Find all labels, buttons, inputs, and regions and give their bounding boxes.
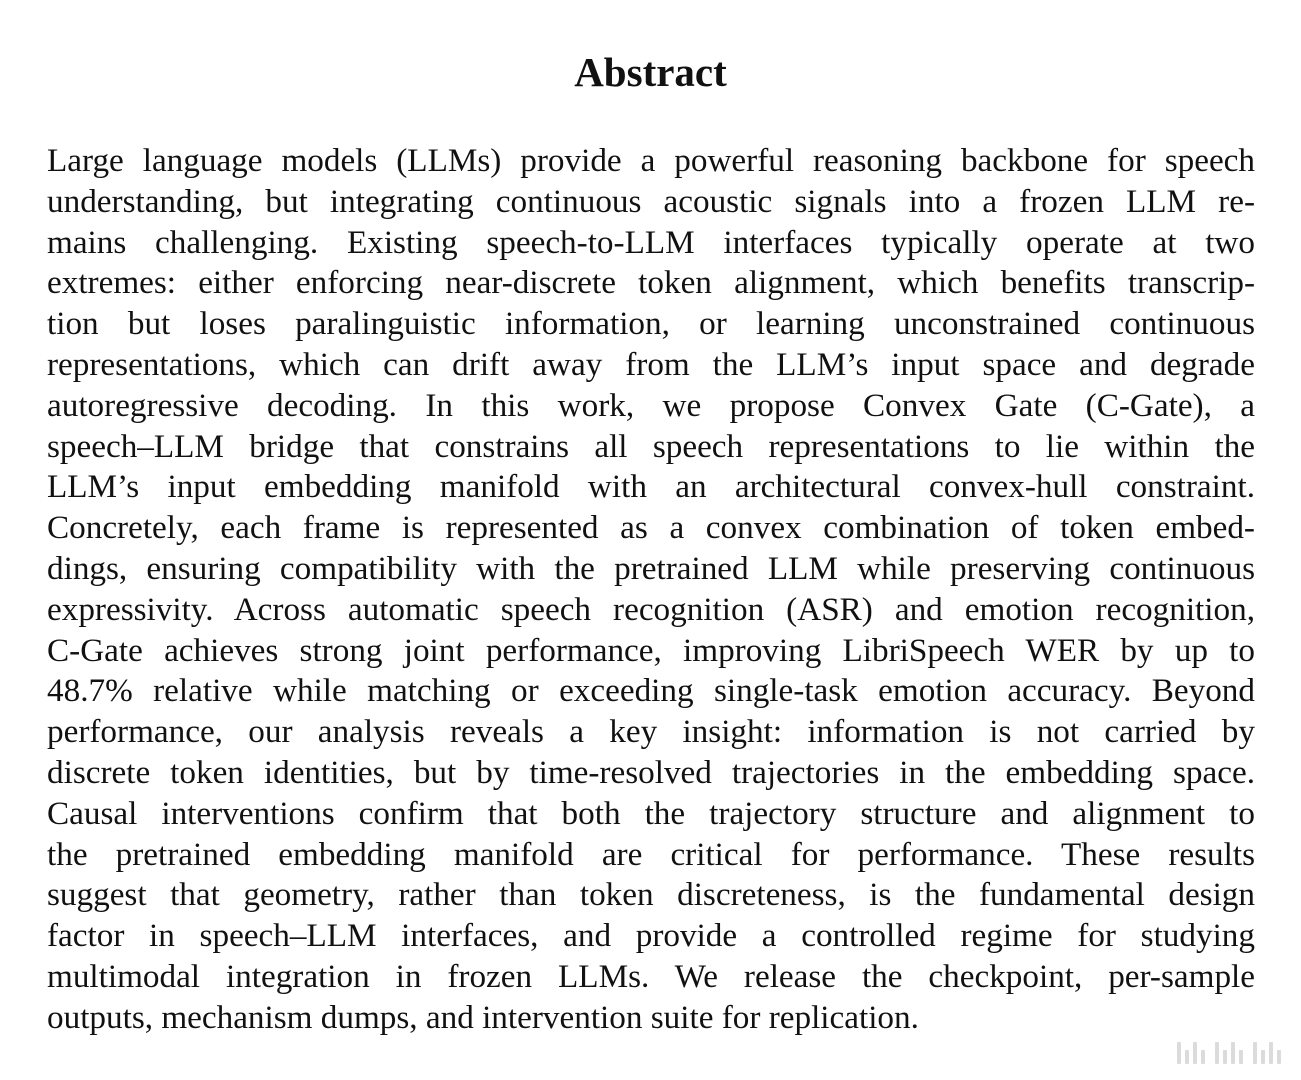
abstract-line-9: LLM’s input embedding manifold with an architectural convex-hull constraint. bbox=[47, 468, 1255, 506]
watermark-bars-icon bbox=[1177, 1042, 1281, 1064]
abstract-line-3: mains challenging. Existing speech-to-LLM interfaces typically operate at two bbox=[47, 223, 1255, 261]
abstract-line-16: discrete token identities, but by time-resolved trajectories in the embedding space. bbox=[47, 753, 1255, 791]
watermark-bar bbox=[1223, 1050, 1227, 1064]
watermark-bar bbox=[1193, 1042, 1197, 1064]
abstract-body bbox=[47, 141, 1255, 1039]
abstract-line-21: multimodal integration in frozen LLMs. We release the checkpoint, per-sample bbox=[47, 957, 1255, 995]
watermark-bar bbox=[1177, 1042, 1181, 1064]
abstract-line-5: tion but loses paralinguistic information, or learning unconstrained continuous bbox=[47, 305, 1255, 343]
watermark-bar bbox=[1215, 1042, 1219, 1064]
watermark-bar bbox=[1231, 1042, 1235, 1064]
watermark-bar bbox=[1261, 1050, 1265, 1064]
abstract-line-19: suggest that geometry, rather than token discreteness, is the fundamental design bbox=[47, 876, 1255, 914]
abstract-line-7: autoregressive decoding. In this work, we propose Convex Gate (C-Gate), a bbox=[47, 386, 1255, 424]
watermark-bar bbox=[1253, 1042, 1257, 1064]
watermark-bars-group bbox=[1215, 1042, 1243, 1064]
abstract-line-4: extremes: either enforcing near-discrete token alignment, which benefits transcrip- bbox=[47, 264, 1255, 302]
abstract-line-2: understanding, but integrating continuous acoustic signals into a frozen LLM re- bbox=[47, 182, 1255, 220]
abstract-line-15: performance, our analysis reveals a key insight: information is not carried by bbox=[47, 713, 1255, 751]
watermark-bar bbox=[1185, 1050, 1189, 1064]
abstract-line-17: Causal interventions confirm that both the trajectory structure and alignment to bbox=[47, 794, 1255, 832]
abstract-line-1: Large language models (LLMs) provide a powerful reasoning backbone for speech bbox=[47, 142, 1255, 179]
section-title: Abstract bbox=[574, 49, 727, 95]
abstract-line-13: C-Gate achieves strong joint performance, improving LibriSpeech WER by up to bbox=[47, 631, 1255, 669]
abstract-line-14: 48.7% relative while matching or exceeding single-task emotion accuracy. Beyond bbox=[47, 672, 1255, 710]
abstract-line-6: representations, which can drift away from the LLM’s input space and degrade bbox=[47, 345, 1255, 383]
abstract-line-20: factor in speech–LLM interfaces, and provide a controlled regime for studying bbox=[47, 917, 1255, 955]
abstract-line-11: dings, ensuring compatibility with the pretrained LLM while preserving continuous bbox=[47, 549, 1255, 587]
watermark-bars-group bbox=[1177, 1042, 1205, 1064]
watermark-bar bbox=[1239, 1050, 1243, 1064]
abstract-line-22: outputs, mechanism dumps, and intervention suite for replication. bbox=[47, 998, 919, 1036]
abstract-line-8: speech–LLM bridge that constrains all speech representations to lie within the bbox=[47, 427, 1255, 465]
abstract-line-12: expressivity. Across automatic speech recognition (ASR) and emotion recognition, bbox=[47, 590, 1255, 628]
watermark-bar bbox=[1201, 1050, 1205, 1064]
watermark-bar bbox=[1277, 1050, 1281, 1064]
abstract-line-18: the pretrained embedding manifold are critical for performance. These results bbox=[47, 835, 1255, 873]
watermark-bars-group bbox=[1253, 1042, 1281, 1064]
abstract-line-10: Concretely, each frame is represented as a convex combination of token embed- bbox=[47, 509, 1255, 547]
watermark-bar bbox=[1269, 1042, 1273, 1064]
